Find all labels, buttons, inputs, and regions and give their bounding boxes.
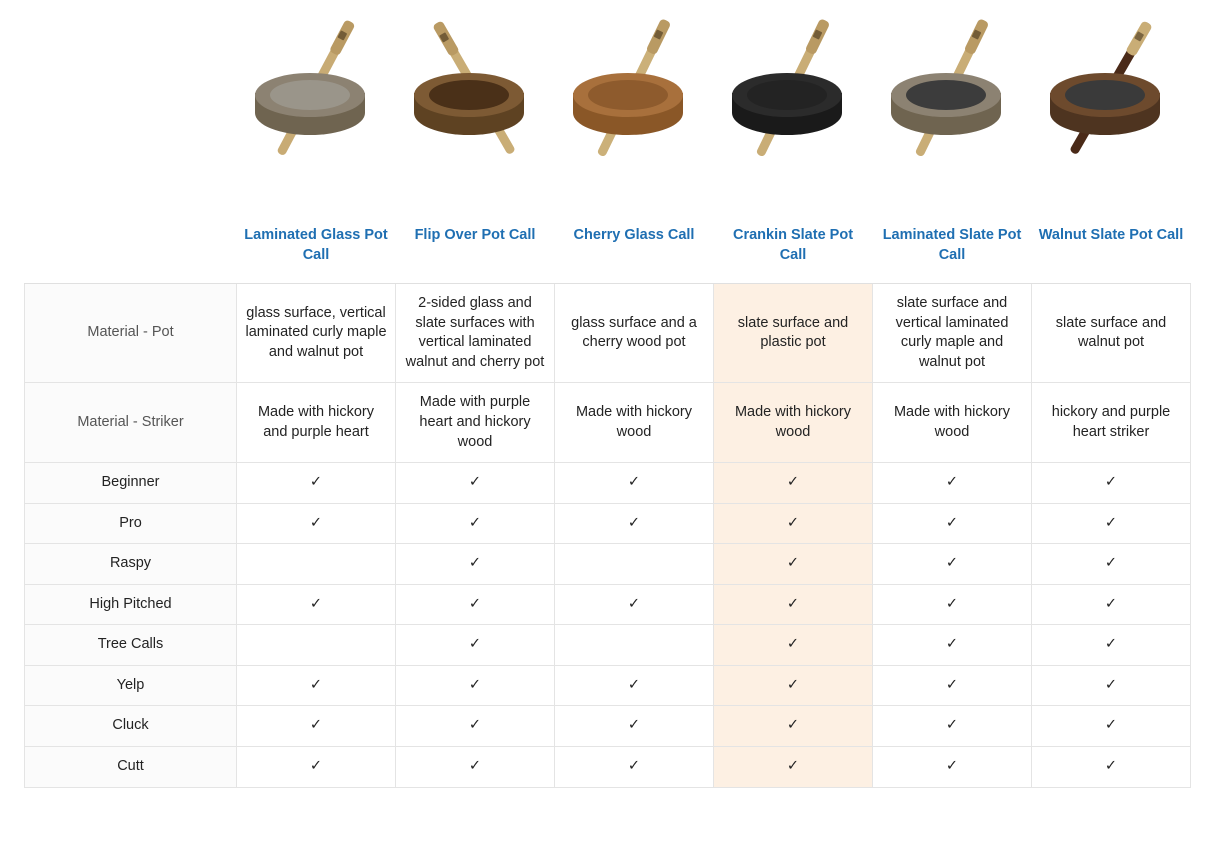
product-image[interactable] xyxy=(870,0,1029,180)
feature-check-icon: ✓ xyxy=(237,706,396,747)
brand-logo-icon xyxy=(338,30,348,40)
product-image[interactable] xyxy=(235,0,394,180)
feature-check-icon: ✓ xyxy=(1032,747,1191,788)
row-label: Tree Calls xyxy=(25,625,237,666)
feature-check-icon: ✓ xyxy=(396,665,555,706)
table-body xyxy=(25,284,1191,787)
table-header xyxy=(25,212,1191,284)
pot-call-illustration xyxy=(716,5,866,175)
table-cell: Made with hickory wood xyxy=(714,383,873,463)
row-label: Material - Striker xyxy=(25,383,237,463)
feature-check-icon: ✓ xyxy=(396,463,555,504)
feature-check-icon: ✓ xyxy=(237,584,396,625)
feature-check-icon: ✓ xyxy=(1032,503,1191,544)
table-row xyxy=(25,665,1191,706)
feature-check-icon: ✓ xyxy=(396,584,555,625)
table-cell: Made with hickory wood xyxy=(873,383,1032,463)
product-image[interactable] xyxy=(553,0,712,180)
row-label: Pro xyxy=(25,503,237,544)
table-cell: glass surface and a cherry wood pot xyxy=(555,284,714,383)
striker-handle xyxy=(646,18,672,55)
striker-handle xyxy=(1125,20,1153,57)
feature-check-icon: ✓ xyxy=(714,503,873,544)
pot-surface xyxy=(906,80,986,110)
row-label: Cluck xyxy=(25,706,237,747)
striker-handle xyxy=(805,18,831,55)
feature-check-icon: ✓ xyxy=(555,665,714,706)
product-image-strip xyxy=(235,0,1188,180)
feature-check-icon: ✓ xyxy=(873,544,1032,585)
pot-surface xyxy=(270,80,350,110)
product-image[interactable] xyxy=(394,0,553,180)
feature-check-icon: ✓ xyxy=(555,463,714,504)
pot-call-illustration xyxy=(239,5,389,175)
feature-empty-cell xyxy=(237,544,396,585)
pot-call-illustration xyxy=(398,5,548,175)
feature-check-icon: ✓ xyxy=(555,747,714,788)
feature-check-icon: ✓ xyxy=(873,747,1032,788)
feature-empty-cell xyxy=(555,544,714,585)
feature-check-icon: ✓ xyxy=(555,584,714,625)
feature-check-icon: ✓ xyxy=(873,625,1032,666)
feature-check-icon: ✓ xyxy=(873,463,1032,504)
table-row xyxy=(25,503,1191,544)
feature-check-icon: ✓ xyxy=(1032,584,1191,625)
feature-check-icon: ✓ xyxy=(555,503,714,544)
feature-check-icon: ✓ xyxy=(714,463,873,504)
product-image[interactable] xyxy=(1029,0,1188,180)
table-row xyxy=(25,284,1191,383)
pot-call-illustration xyxy=(557,5,707,175)
striker-handle xyxy=(963,18,989,55)
feature-check-icon: ✓ xyxy=(396,747,555,788)
feature-check-icon: ✓ xyxy=(873,665,1032,706)
feature-empty-cell xyxy=(555,625,714,666)
table-row xyxy=(25,544,1191,585)
product-header-link[interactable]: Flip Over Pot Call xyxy=(396,212,555,284)
feature-check-icon: ✓ xyxy=(714,747,873,788)
feature-check-icon: ✓ xyxy=(555,706,714,747)
feature-check-icon: ✓ xyxy=(1032,463,1191,504)
pot-call-illustration xyxy=(1034,5,1184,175)
feature-check-icon: ✓ xyxy=(873,706,1032,747)
brand-logo-icon xyxy=(654,29,664,39)
comparison-table xyxy=(24,212,1191,788)
feature-check-icon: ✓ xyxy=(714,625,873,666)
feature-check-icon: ✓ xyxy=(237,463,396,504)
brand-logo-icon xyxy=(812,29,822,39)
row-label: Material - Pot xyxy=(25,284,237,383)
pot-surface xyxy=(747,80,827,110)
row-label: High Pitched xyxy=(25,584,237,625)
feature-check-icon: ✓ xyxy=(396,503,555,544)
pot-call-illustration xyxy=(875,5,1025,175)
brand-logo-icon xyxy=(439,32,449,42)
feature-check-icon: ✓ xyxy=(1032,665,1191,706)
feature-check-icon: ✓ xyxy=(1032,706,1191,747)
feature-check-icon: ✓ xyxy=(873,503,1032,544)
table-cell: 2-sided glass and slate surfaces with vertical laminated walnut and cherry pot xyxy=(396,284,555,383)
feature-check-icon: ✓ xyxy=(714,706,873,747)
product-header-link[interactable]: Laminated Glass Pot Call xyxy=(237,212,396,284)
feature-check-icon: ✓ xyxy=(1032,544,1191,585)
table-header-row xyxy=(25,212,1191,284)
product-header-link[interactable]: Walnut Slate Pot Call xyxy=(1032,212,1191,284)
feature-check-icon: ✓ xyxy=(714,584,873,625)
pot-surface xyxy=(588,80,668,110)
feature-check-icon: ✓ xyxy=(714,544,873,585)
table-row xyxy=(25,747,1191,788)
product-image[interactable] xyxy=(711,0,870,180)
table-cell: slate surface and walnut pot xyxy=(1032,284,1191,383)
feature-check-icon: ✓ xyxy=(1032,625,1191,666)
row-label: Yelp xyxy=(25,665,237,706)
feature-check-icon: ✓ xyxy=(396,706,555,747)
striker-handle xyxy=(432,20,460,57)
table-cell: Made with hickory wood xyxy=(555,383,714,463)
comparison-table-container xyxy=(24,212,1190,788)
table-cell: Made with purple heart and hickory wood xyxy=(396,383,555,463)
table-row xyxy=(25,383,1191,463)
feature-check-icon: ✓ xyxy=(396,625,555,666)
table-cell: glass surface, vertical laminated curly maple and walnut pot xyxy=(237,284,396,383)
feature-check-icon: ✓ xyxy=(237,747,396,788)
table-row xyxy=(25,625,1191,666)
feature-check-icon: ✓ xyxy=(396,544,555,585)
table-corner-cell xyxy=(25,212,237,284)
product-header-link[interactable]: Laminated Slate Pot Call xyxy=(873,212,1032,284)
table-row xyxy=(25,463,1191,504)
feature-check-icon: ✓ xyxy=(237,665,396,706)
table-cell: slate surface and plastic pot xyxy=(714,284,873,383)
brand-logo-icon xyxy=(971,29,981,39)
table-row xyxy=(25,584,1191,625)
feature-empty-cell xyxy=(237,625,396,666)
feature-check-icon: ✓ xyxy=(873,584,1032,625)
feature-check-icon: ✓ xyxy=(237,503,396,544)
row-label: Cutt xyxy=(25,747,237,788)
product-header-link[interactable]: Cherry Glass Call xyxy=(555,212,714,284)
product-header-link[interactable]: Crankin Slate Pot Call xyxy=(714,212,873,284)
pot-surface xyxy=(429,80,509,110)
table-cell: hickory and purple heart striker xyxy=(1032,383,1191,463)
row-label: Raspy xyxy=(25,544,237,585)
pot-surface xyxy=(1065,80,1145,110)
feature-check-icon: ✓ xyxy=(714,665,873,706)
striker-handle xyxy=(329,19,356,56)
brand-logo-icon xyxy=(1134,31,1144,41)
row-label: Beginner xyxy=(25,463,237,504)
table-cell: slate surface and vertical laminated curly maple and walnut pot xyxy=(873,284,1032,383)
table-cell: Made with hickory and purple heart xyxy=(237,383,396,463)
table-row xyxy=(25,706,1191,747)
